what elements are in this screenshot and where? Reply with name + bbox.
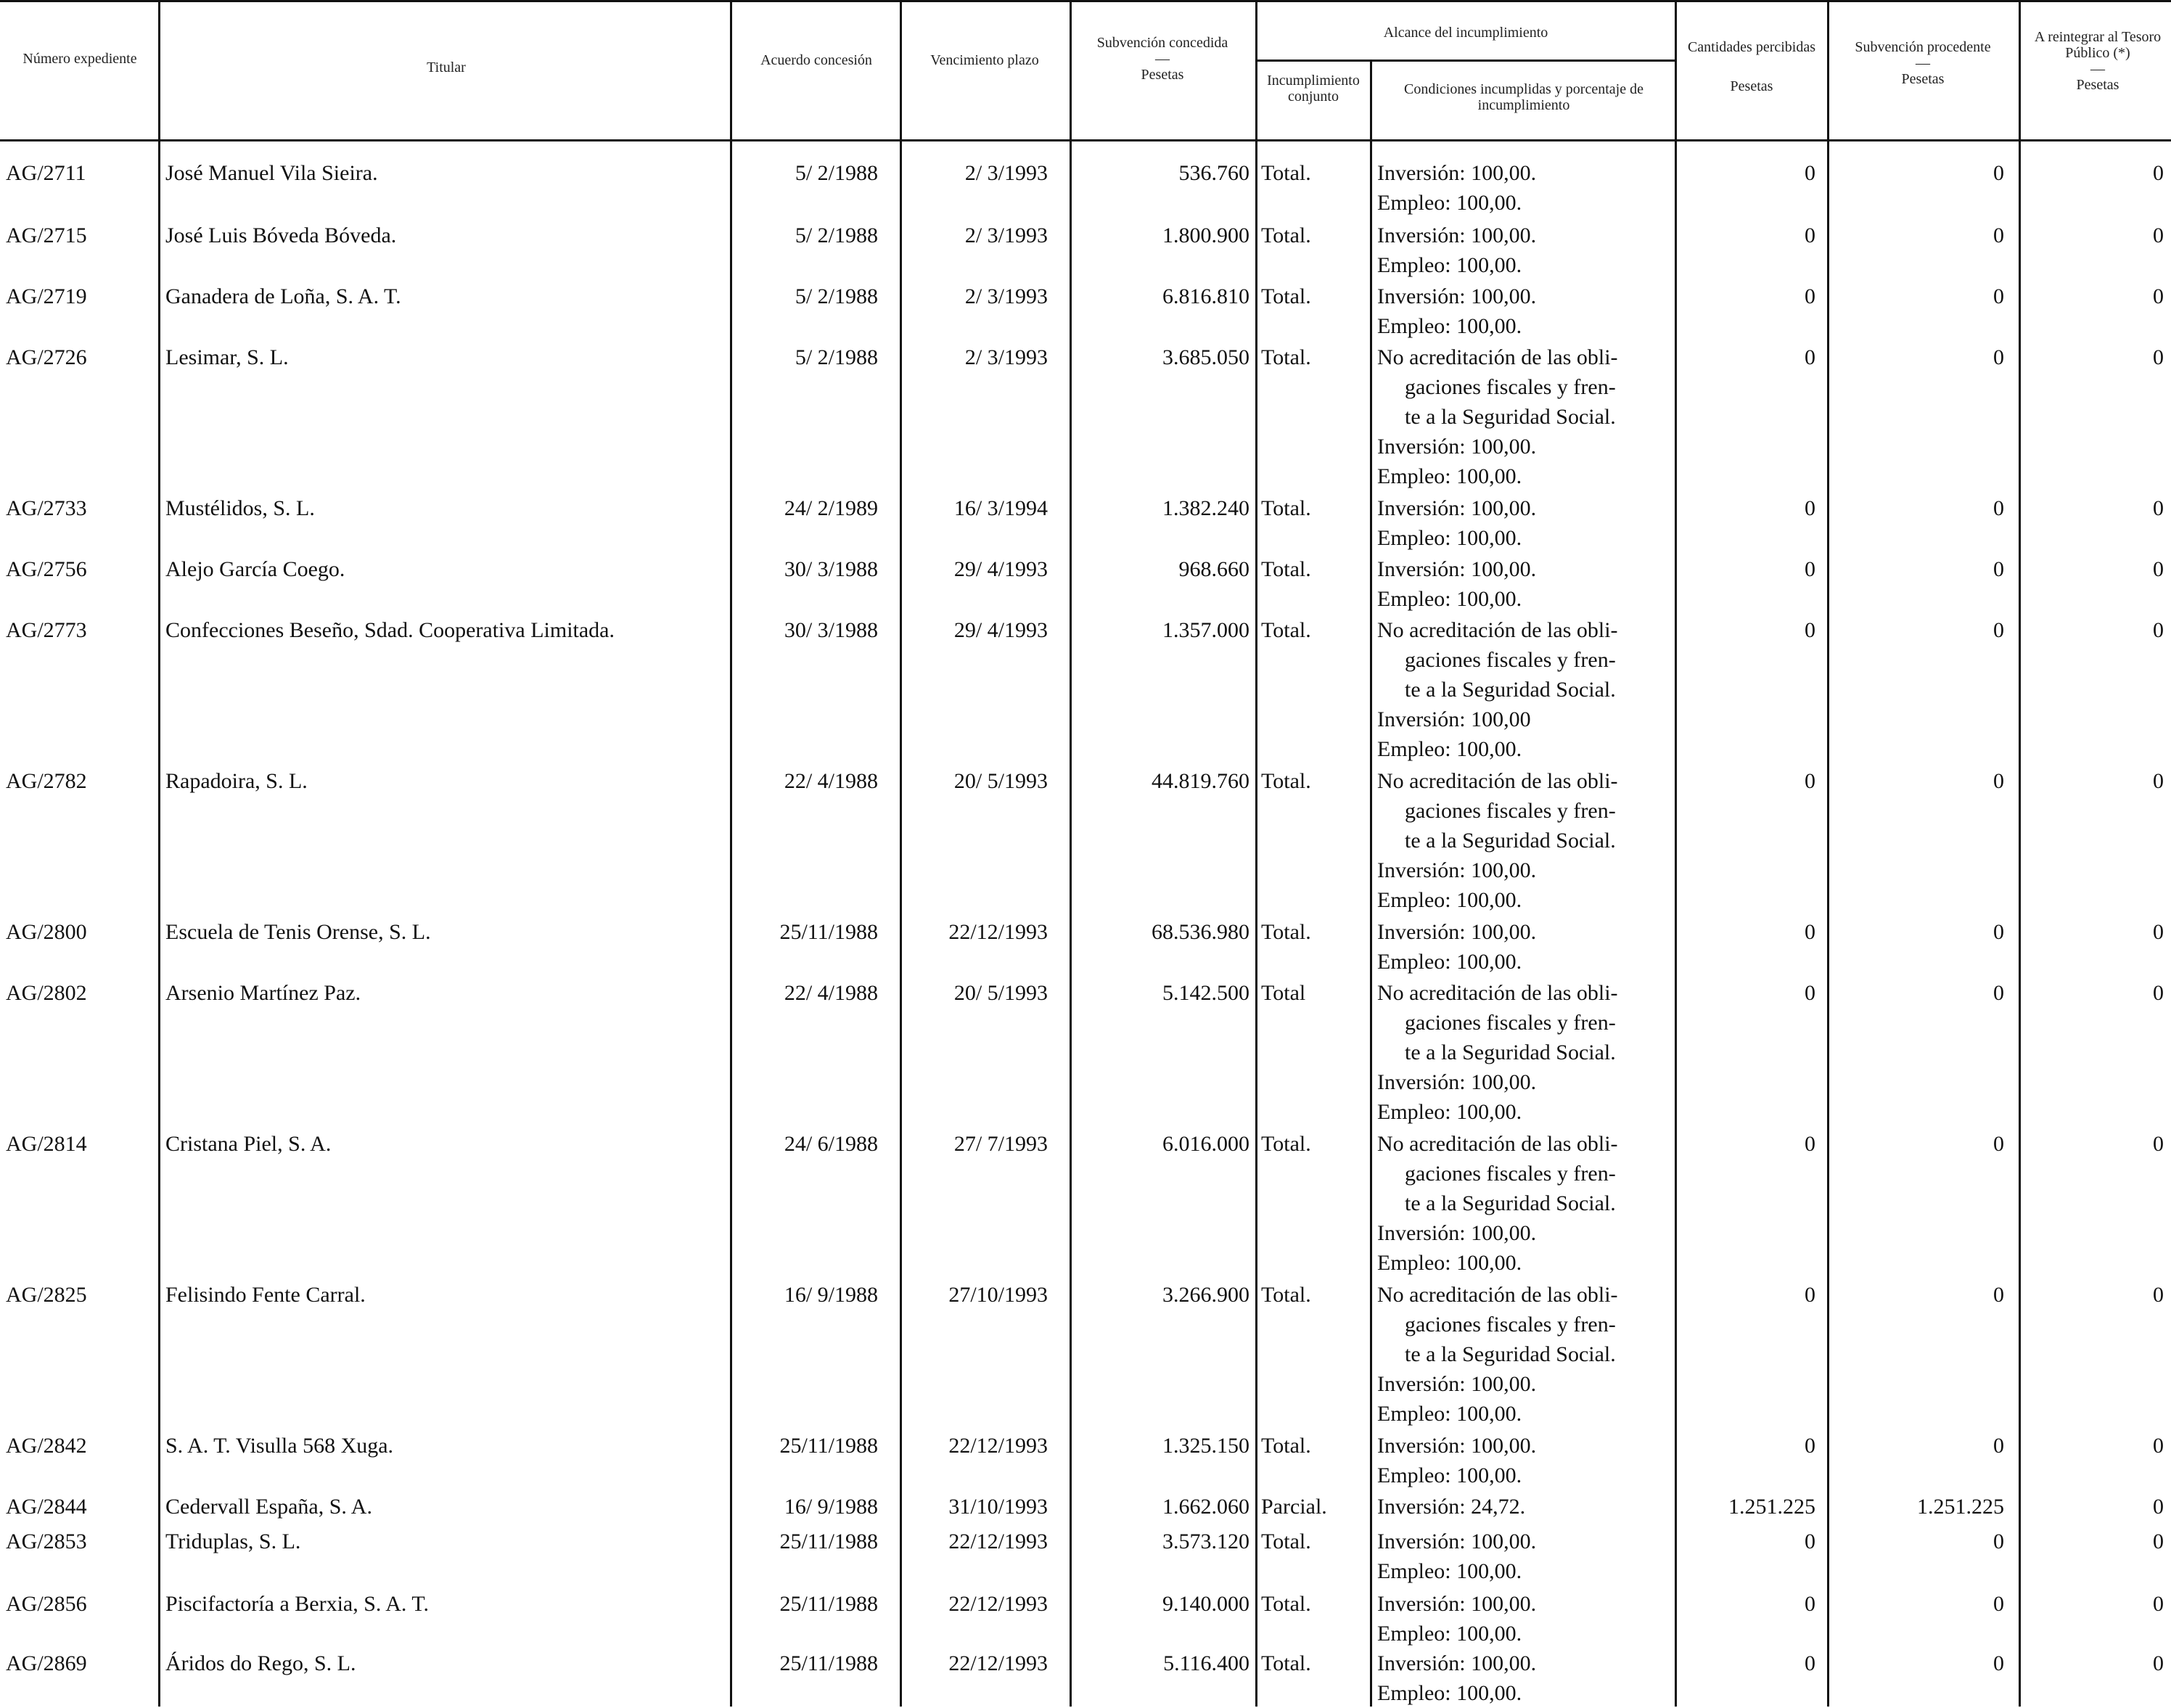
cell-cantidades: 0 (1805, 557, 1815, 581)
condicion-line: Empleo: 100,00. (1377, 1100, 1522, 1124)
cell-vencimiento: 22/12/1993 (948, 1530, 1048, 1553)
cell-exp: AG/2800 (6, 920, 87, 944)
cell-exp: AG/2802 (6, 981, 87, 1005)
cell-acuerdo: 5/ 2/1988 (795, 345, 878, 369)
condicion-line: Inversión: 100,00. (1377, 284, 1537, 308)
condicion-line: gaciones fiscales y fren- (1405, 1162, 1616, 1186)
cell-condiciones (1377, 1649, 1667, 1708)
condicion-line: No acreditación de las obli- (1377, 1132, 1618, 1156)
cell-exp: AG/2773 (6, 618, 87, 642)
cell-condiciones (1377, 766, 1667, 915)
condicion-line: Empleo: 100,00. (1377, 587, 1522, 611)
cell-subvencion: 6.016.000 (1162, 1132, 1249, 1156)
cell-exp: AG/2825 (6, 1283, 87, 1307)
header-titular: Titular (427, 59, 466, 75)
header-incumplimiento: Incumplimiento conjunto (1267, 73, 1360, 104)
cell-titular: Triduplas, S. L. (165, 1530, 301, 1553)
cell-subvencion: 6.816.810 (1162, 284, 1249, 308)
cell-reintegrar: 0 (2153, 161, 2164, 185)
cell-condiciones (1377, 1431, 1667, 1490)
cell-exp: AG/2711 (6, 161, 86, 185)
col-divider (1675, 0, 1677, 1707)
cell-exp: AG/2856 (6, 1592, 87, 1616)
cell-acuerdo: 16/ 9/1988 (784, 1283, 878, 1307)
alcance-rule (1257, 59, 1676, 62)
cell-vencimiento: 27/10/1993 (948, 1283, 1048, 1307)
cell-vencimiento: 2/ 3/1993 (964, 223, 1048, 247)
col-divider (1070, 0, 1072, 1707)
cell-tipo: Total. (1261, 1530, 1311, 1553)
condicion-line: Inversión: 100,00. (1377, 161, 1537, 185)
cell-procedente: 0 (1993, 161, 2004, 185)
condicion-line: te a la Seguridad Social. (1405, 1040, 1616, 1064)
cell-procedente: 0 (1993, 1651, 2004, 1675)
condicion-line: gaciones fiscales y fren- (1405, 375, 1616, 399)
cell-tipo: Total. (1261, 496, 1311, 520)
cell-condiciones (1377, 221, 1667, 280)
cell-tipo: Total. (1261, 1651, 1311, 1675)
col-divider (1827, 0, 1829, 1707)
cell-subvencion: 5.142.500 (1162, 981, 1249, 1005)
cell-acuerdo: 5/ 2/1988 (795, 223, 878, 247)
cell-vencimiento: 2/ 3/1993 (964, 345, 1048, 369)
cell-acuerdo: 25/11/1988 (779, 1434, 878, 1458)
cell-reintegrar: 0 (2153, 284, 2164, 308)
cell-exp: AG/2726 (6, 345, 87, 369)
cell-condiciones (1377, 282, 1667, 341)
condicion-line: Inversión: 100,00. (1377, 1372, 1537, 1396)
condicion-line: te a la Seguridad Social. (1405, 829, 1616, 853)
cell-titular: Lesimar, S. L. (165, 345, 289, 369)
cell-reintegrar: 0 (2153, 223, 2164, 247)
cell-acuerdo: 5/ 2/1988 (795, 161, 878, 185)
cell-subvencion: 1.357.000 (1162, 618, 1249, 642)
condicion-line: No acreditación de las obli- (1377, 345, 1618, 369)
cell-subvencion: 68.536.980 (1152, 920, 1249, 944)
cell-cantidades: 0 (1805, 496, 1815, 520)
cell-procedente: 1.251.225 (1917, 1495, 2004, 1519)
cell-procedente: 0 (1993, 1434, 2004, 1458)
cell-procedente: 0 (1993, 1530, 2004, 1553)
col-divider (900, 0, 902, 1707)
cell-condiciones (1377, 1527, 1667, 1586)
cell-acuerdo: 25/11/1988 (779, 1651, 878, 1675)
cell-tipo: Total. (1261, 161, 1311, 185)
cell-cantidades: 0 (1805, 345, 1815, 369)
header-reintegrar-unit: Pesetas (2076, 77, 2119, 93)
cell-condiciones (1377, 342, 1667, 491)
cell-reintegrar: 0 (2153, 769, 2164, 793)
cell-titular: S. A. T. Visulla 568 Xuga. (165, 1434, 394, 1458)
cell-vencimiento: 16/ 3/1994 (953, 496, 1048, 520)
header-procedente-dash: — (1916, 55, 1930, 71)
cell-procedente: 0 (1993, 920, 2004, 944)
header-cantidades-label: Cantidades percibidas (1687, 39, 1816, 55)
cell-cantidades: 1.251.225 (1728, 1495, 1815, 1519)
cell-subvencion: 1.662.060 (1162, 1495, 1249, 1519)
cell-subvencion: 1.800.900 (1162, 223, 1249, 247)
top-rule (0, 0, 2171, 2)
header-subvencion-unit: Pesetas (1141, 67, 1184, 83)
condicion-line: No acreditación de las obli- (1377, 981, 1618, 1005)
condicion-line: te a la Seguridad Social. (1405, 1191, 1616, 1215)
header-condiciones: Condiciones incumplidas y porcentaje de incumplimiento (1404, 81, 1643, 113)
condicion-line: Inversión: 100,00. (1377, 1070, 1537, 1094)
header-procedente-label: Subvención procedente (1855, 39, 1991, 55)
condicion-line: No acreditación de las obli- (1377, 769, 1618, 793)
cell-reintegrar: 0 (2153, 1132, 2164, 1156)
condicion-line: te a la Seguridad Social. (1405, 1342, 1616, 1366)
condicion-line: Inversión: 100,00. (1377, 1221, 1537, 1245)
cell-exp: AG/2842 (6, 1434, 87, 1458)
cell-reintegrar: 0 (2153, 920, 2164, 944)
cell-titular: Arsenio Martínez Paz. (165, 981, 361, 1005)
cell-subvencion: 1.382.240 (1162, 496, 1249, 520)
cell-cantidades: 0 (1805, 284, 1815, 308)
header-reintegrar-label: A reintegrar al Tesoro Público (*) (2034, 29, 2162, 61)
cell-acuerdo: 25/11/1988 (779, 1530, 878, 1553)
cell-tipo: Parcial. (1261, 1495, 1327, 1519)
header-vencimiento: Vencimiento plazo (930, 52, 1039, 68)
cell-condiciones (1377, 554, 1667, 614)
cell-exp: AG/2869 (6, 1651, 87, 1675)
condicion-line: Inversión: 100,00. (1377, 223, 1537, 247)
cell-procedente: 0 (1993, 496, 2004, 520)
cell-vencimiento: 31/10/1993 (948, 1495, 1048, 1519)
condicion-line: Inversión: 100,00 (1377, 707, 1531, 731)
condicion-line: No acreditación de las obli- (1377, 618, 1618, 642)
cell-cantidades: 0 (1805, 1530, 1815, 1553)
cell-procedente: 0 (1993, 1132, 2004, 1156)
col-divider (730, 0, 732, 1707)
condicion-line: Inversión: 100,00. (1377, 1434, 1537, 1458)
cell-reintegrar: 0 (2153, 496, 2164, 520)
col-divider (2019, 0, 2021, 1707)
cell-procedente: 0 (1993, 345, 2004, 369)
header-subvencion-dash: — (1155, 51, 1170, 67)
condicion-line: Inversión: 100,00. (1377, 858, 1537, 882)
condicion-line: No acreditación de las obli- (1377, 1283, 1618, 1307)
condicion-line: Empleo: 100,00. (1377, 1681, 1522, 1705)
cell-acuerdo: 24/ 2/1989 (784, 496, 878, 520)
cell-vencimiento: 22/12/1993 (948, 1592, 1048, 1616)
cell-procedente: 0 (1993, 981, 2004, 1005)
cell-exp: AG/2756 (6, 557, 87, 581)
cell-acuerdo: 22/ 4/1988 (784, 769, 878, 793)
cell-acuerdo: 24/ 6/1988 (784, 1132, 878, 1156)
cell-vencimiento: 27/ 7/1993 (953, 1132, 1048, 1156)
cell-subvencion: 3.685.050 (1162, 345, 1249, 369)
cell-condiciones (1377, 493, 1667, 553)
cell-titular: Cristana Piel, S. A. (165, 1132, 332, 1156)
header-acuerdo: Acuerdo concesión (760, 52, 872, 68)
cell-cantidades: 0 (1805, 1434, 1815, 1458)
condicion-line: Inversión: 100,00. (1377, 920, 1537, 944)
cell-vencimiento: 22/12/1993 (948, 1651, 1048, 1675)
cell-subvencion: 3.266.900 (1162, 1283, 1249, 1307)
condicion-line: Inversión: 100,00. (1377, 496, 1537, 520)
condicion-line: Inversión: 24,72. (1377, 1495, 1526, 1519)
cell-tipo: Total. (1261, 769, 1311, 793)
cell-subvencion: 1.325.150 (1162, 1434, 1249, 1458)
cell-acuerdo: 5/ 2/1988 (795, 284, 878, 308)
cell-condiciones (1377, 1129, 1667, 1278)
cell-subvencion: 536.760 (1178, 161, 1249, 185)
cell-tipo: Total. (1261, 1132, 1311, 1156)
cell-cantidades: 0 (1805, 1651, 1815, 1675)
condicion-line: Empleo: 100,00. (1377, 1559, 1522, 1583)
cell-condiciones (1377, 978, 1667, 1127)
condicion-line: gaciones fiscales y fren- (1405, 1313, 1616, 1337)
cell-titular: Áridos do Rego, S. L. (165, 1651, 356, 1675)
cell-titular: José Manuel Vila Sieira. (165, 161, 378, 185)
cell-subvencion: 44.819.760 (1152, 769, 1249, 793)
cell-exp: AG/2782 (6, 769, 87, 793)
cell-subvencion: 9.140.000 (1162, 1592, 1249, 1616)
cell-tipo: Total. (1261, 1434, 1311, 1458)
cell-cantidades: 0 (1805, 161, 1815, 185)
condicion-line: Empleo: 100,00. (1377, 950, 1522, 974)
header-cantidades (1685, 39, 1818, 94)
cell-titular: Felisindo Fente Carral. (165, 1283, 366, 1307)
cell-exp: AG/2715 (6, 223, 87, 247)
condicion-line: Empleo: 100,00. (1377, 1463, 1522, 1487)
condicion-line: gaciones fiscales y fren- (1405, 1011, 1616, 1035)
cell-vencimiento: 22/12/1993 (948, 920, 1048, 944)
col-divider (1255, 0, 1257, 1707)
cell-tipo: Total. (1261, 345, 1311, 369)
header-subvencion (1081, 35, 1244, 83)
cell-reintegrar: 0 (2153, 1530, 2164, 1553)
cell-procedente: 0 (1993, 1592, 2004, 1616)
condicion-line: gaciones fiscales y fren- (1405, 799, 1616, 823)
cell-cantidades: 0 (1805, 618, 1815, 642)
header-alcance: Alcance del incumplimiento (1383, 25, 1548, 41)
cell-reintegrar: 0 (2153, 1592, 2164, 1616)
cell-vencimiento: 20/ 5/1993 (953, 981, 1048, 1005)
cell-acuerdo: 22/ 4/1988 (784, 981, 878, 1005)
cell-exp: AG/2814 (6, 1132, 87, 1156)
header-numero: Número expediente (22, 51, 137, 67)
cell-subvencion: 3.573.120 (1162, 1530, 1249, 1553)
condicion-line: Empleo: 100,00. (1377, 1251, 1522, 1275)
cell-titular: Piscifactoría a Berxia, S. A. T. (165, 1592, 429, 1616)
condicion-line: Empleo: 100,00. (1377, 253, 1522, 277)
cell-cantidades: 0 (1805, 769, 1815, 793)
cell-condiciones (1377, 917, 1667, 977)
header-procedente (1836, 39, 2010, 87)
cell-titular: Rapadoira, S. L. (165, 769, 308, 793)
cell-cantidades: 0 (1805, 981, 1815, 1005)
cell-acuerdo: 16/ 9/1988 (784, 1495, 878, 1519)
cell-vencimiento: 29/ 4/1993 (953, 618, 1048, 642)
cell-vencimiento: 20/ 5/1993 (953, 769, 1048, 793)
cell-procedente: 0 (1993, 618, 2004, 642)
cell-vencimiento: 2/ 3/1993 (964, 284, 1048, 308)
condicion-line: te a la Seguridad Social. (1405, 405, 1616, 429)
cell-tipo: Total (1261, 981, 1306, 1005)
condicion-line: Inversión: 100,00. (1377, 1592, 1537, 1616)
cell-procedente: 0 (1993, 769, 2004, 793)
cell-exp: AG/2733 (6, 496, 87, 520)
header-procedente-unit: Pesetas (1901, 71, 1945, 87)
cell-acuerdo: 30/ 3/1988 (784, 557, 878, 581)
cell-subvencion: 968.660 (1178, 557, 1249, 581)
cell-reintegrar: 0 (2153, 1495, 2164, 1519)
col-divider (158, 0, 160, 1707)
condicion-line: Inversión: 100,00. (1377, 1530, 1537, 1553)
cell-vencimiento: 2/ 3/1993 (964, 161, 1048, 185)
header-cantidades-unit: Pesetas (1730, 78, 1773, 94)
condicion-line: Inversión: 100,00. (1377, 557, 1537, 581)
cell-acuerdo: 25/11/1988 (779, 920, 878, 944)
cell-condiciones (1377, 1492, 1667, 1522)
cell-procedente: 0 (1993, 223, 2004, 247)
cell-procedente: 0 (1993, 1283, 2004, 1307)
cell-cantidades: 0 (1805, 1592, 1815, 1616)
condicion-line: Empleo: 100,00. (1377, 1622, 1522, 1646)
cell-exp: AG/2719 (6, 284, 87, 308)
cell-condiciones (1377, 1589, 1667, 1649)
cell-reintegrar: 0 (2153, 557, 2164, 581)
cell-titular: Mustélidos, S. L. (165, 496, 315, 520)
cell-reintegrar: 0 (2153, 345, 2164, 369)
cell-tipo: Total. (1261, 618, 1311, 642)
cell-vencimiento: 22/12/1993 (948, 1434, 1048, 1458)
cell-reintegrar: 0 (2153, 618, 2164, 642)
cell-tipo: Total. (1261, 920, 1311, 944)
cell-condiciones (1377, 615, 1667, 764)
header-subvencion-label: Subvención concedida (1096, 35, 1228, 51)
cell-vencimiento: 29/ 4/1993 (953, 557, 1048, 581)
header-reintegrar-dash: — (2090, 61, 2105, 77)
cell-tipo: Total. (1261, 557, 1311, 581)
cell-reintegrar: 0 (2153, 981, 2164, 1005)
cell-cantidades: 0 (1805, 920, 1815, 944)
cell-procedente: 0 (1993, 557, 2004, 581)
cell-tipo: Total. (1261, 223, 1311, 247)
cell-subvencion: 5.116.400 (1163, 1651, 1249, 1675)
cell-exp: AG/2844 (6, 1495, 87, 1519)
condicion-line: Empleo: 100,00. (1377, 737, 1522, 761)
cell-tipo: Total. (1261, 284, 1311, 308)
condicion-line: Empleo: 100,00. (1377, 191, 1522, 215)
cell-condiciones (1377, 158, 1667, 218)
cell-exp: AG/2853 (6, 1530, 87, 1553)
cell-cantidades: 0 (1805, 1132, 1815, 1156)
header-reintegrar (2029, 29, 2167, 93)
cell-reintegrar: 0 (2153, 1434, 2164, 1458)
col-divider (1370, 59, 1372, 1707)
cell-tipo: Total. (1261, 1592, 1311, 1616)
header-bottom-rule (0, 139, 2171, 141)
cell-titular: Ganadera de Loña, S. A. T. (165, 284, 401, 308)
cell-titular: Confecciones Beseño, Sdad. Cooperativa Limitada. (165, 618, 615, 642)
condicion-line: gaciones fiscales y fren- (1405, 648, 1616, 672)
cell-titular: José Luis Bóveda Bóveda. (165, 223, 397, 247)
condicion-line: te a la Seguridad Social. (1405, 678, 1616, 702)
condicion-line: Inversión: 100,00. (1377, 435, 1537, 459)
cell-reintegrar: 0 (2153, 1651, 2164, 1675)
cell-procedente: 0 (1993, 284, 2004, 308)
cell-condiciones (1377, 1280, 1667, 1429)
condicion-line: Empleo: 100,00. (1377, 464, 1522, 488)
condicion-line: Empleo: 100,00. (1377, 526, 1522, 550)
condicion-line: Inversión: 100,00. (1377, 1651, 1537, 1675)
cell-cantidades: 0 (1805, 223, 1815, 247)
cell-cantidades: 0 (1805, 1283, 1815, 1307)
cell-reintegrar: 0 (2153, 1283, 2164, 1307)
cell-tipo: Total. (1261, 1283, 1311, 1307)
cell-acuerdo: 25/11/1988 (779, 1592, 878, 1616)
condicion-line: Empleo: 100,00. (1377, 888, 1522, 912)
condicion-line: Empleo: 100,00. (1377, 314, 1522, 338)
condicion-line: Empleo: 100,00. (1377, 1402, 1522, 1426)
cell-titular: Escuela de Tenis Orense, S. L. (165, 920, 431, 944)
cell-titular: Alejo García Coego. (165, 557, 345, 581)
cell-acuerdo: 30/ 3/1988 (784, 618, 878, 642)
cell-titular: Cedervall España, S. A. (165, 1495, 372, 1519)
